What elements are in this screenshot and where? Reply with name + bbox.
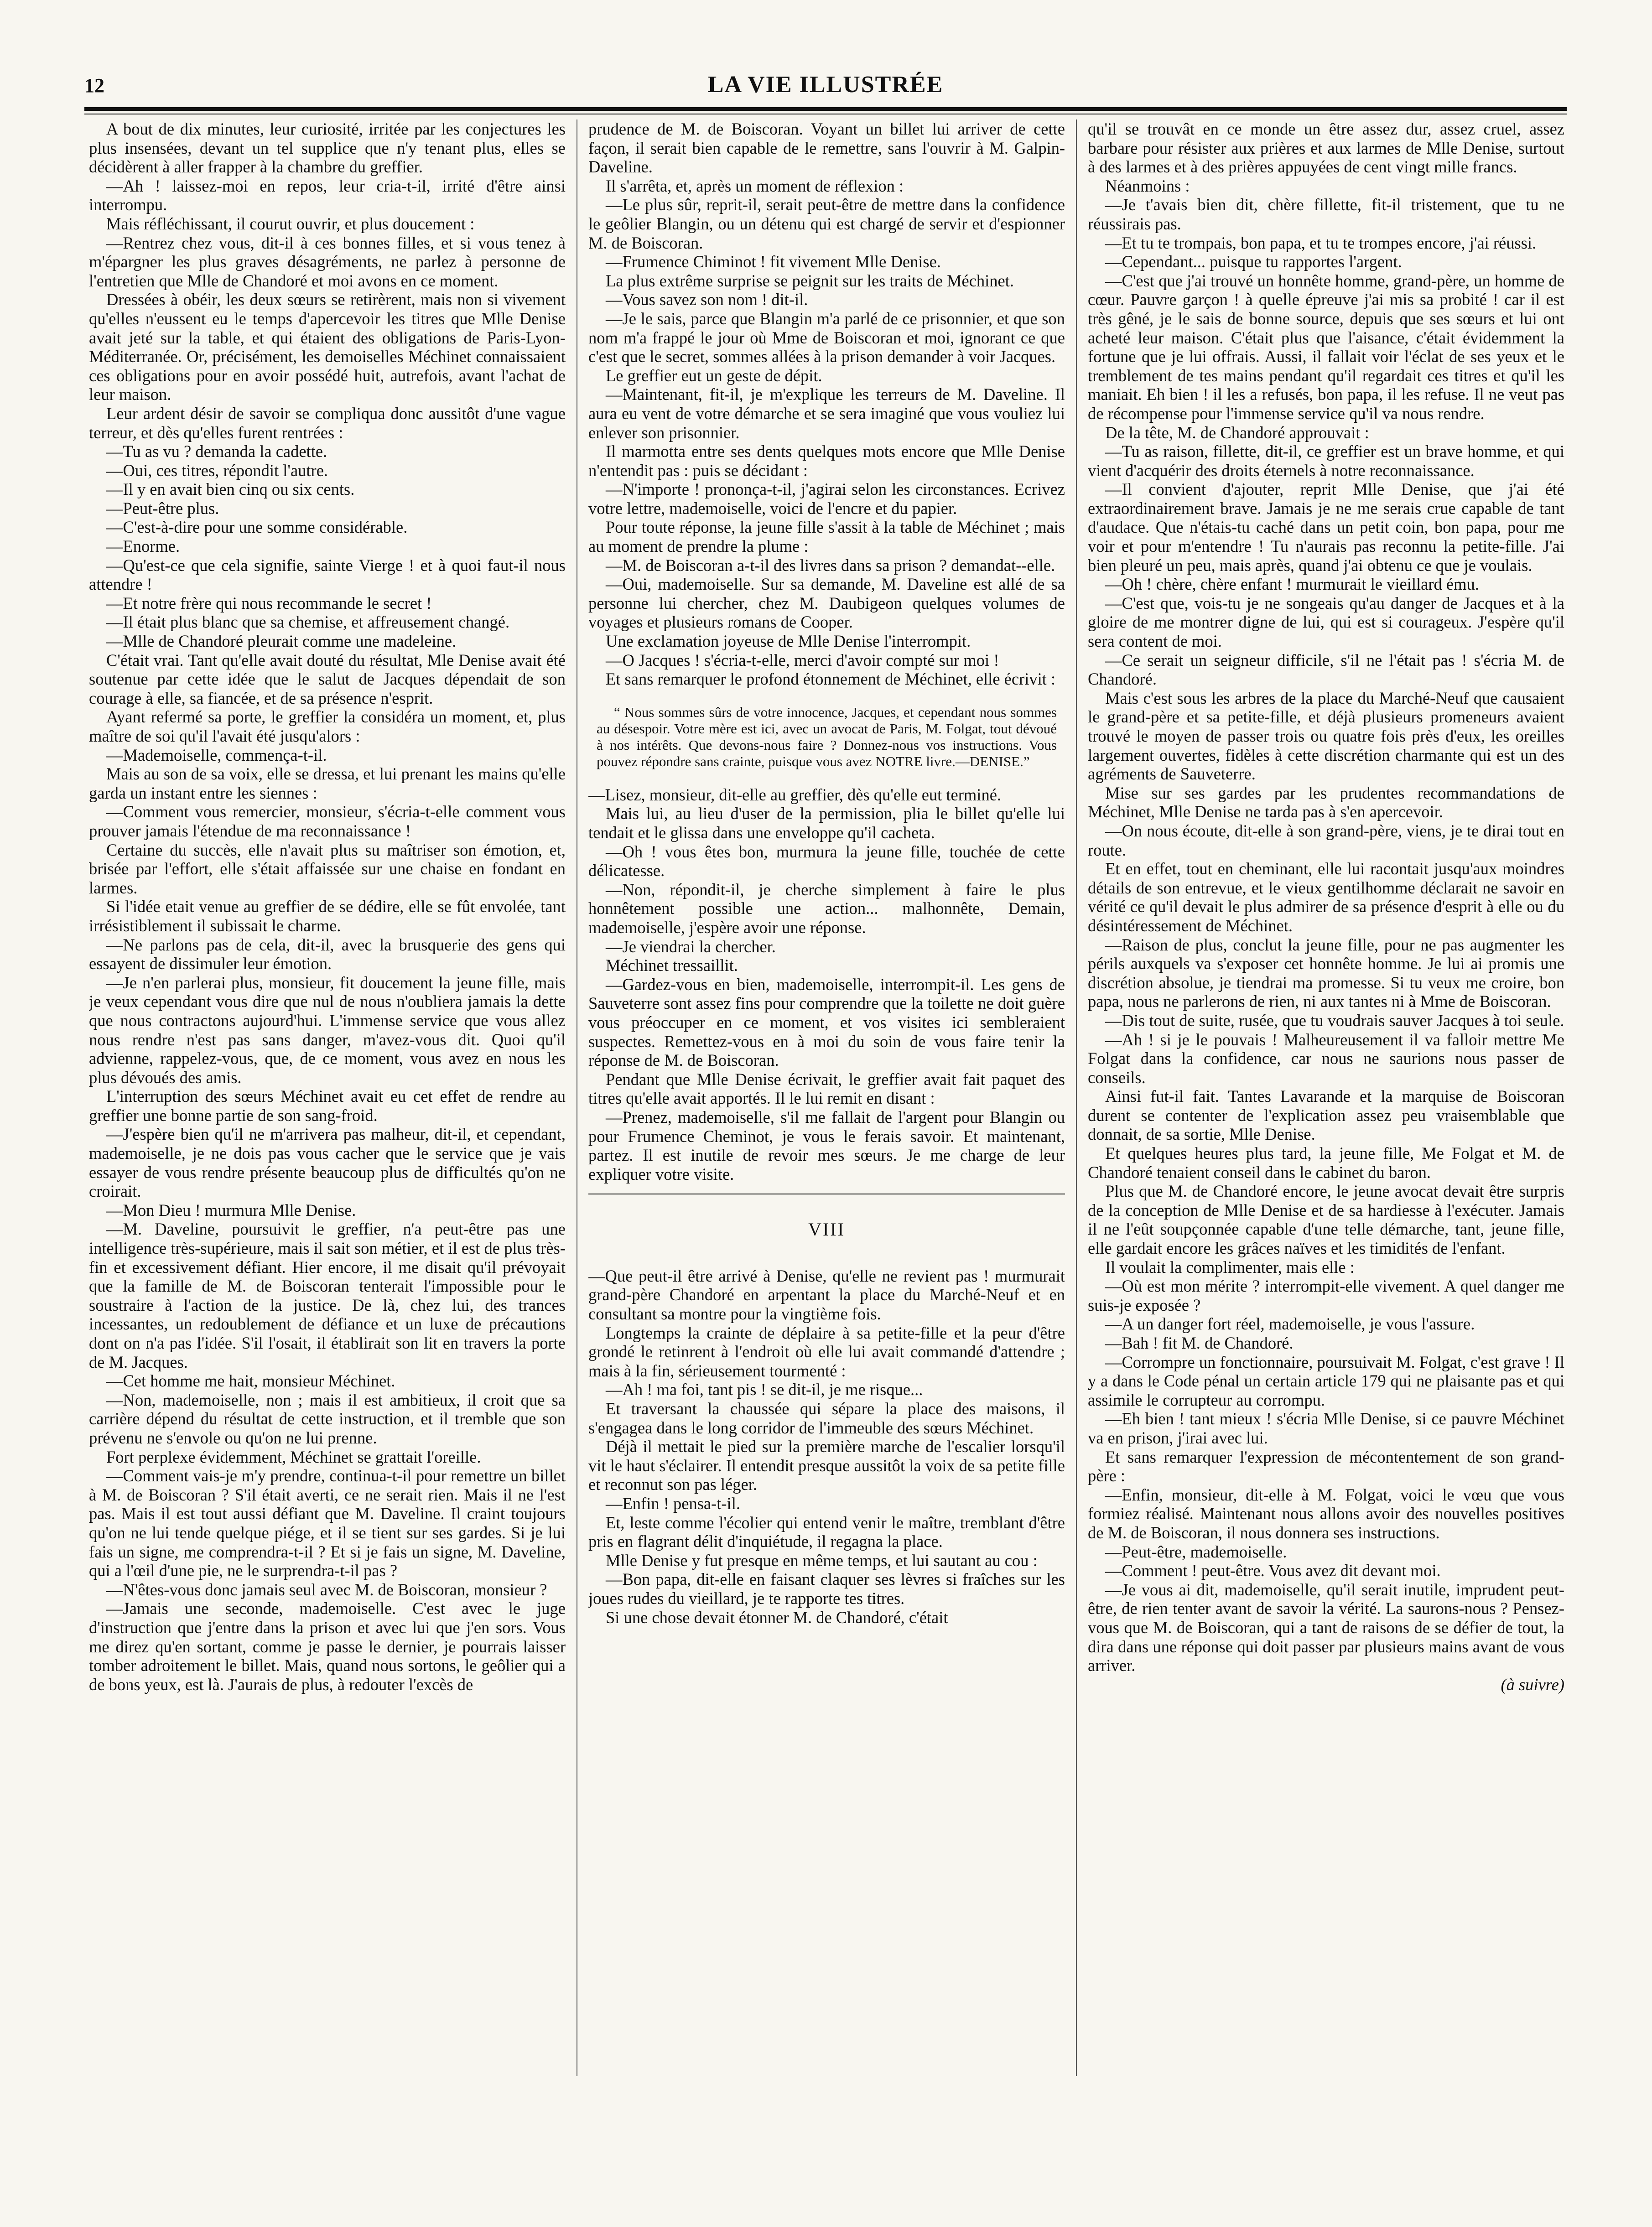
paragraph: —Et tu te trompais, bon papa, et tu te trompes encore, j'ai réussi. bbox=[1105, 233, 1537, 252]
paragraph: Méchinet tressaillit. bbox=[606, 956, 738, 975]
column-divider bbox=[1076, 119, 1077, 2076]
paragraph: —Comment ! peut-être. Vous avez dit devant moi. bbox=[1105, 1561, 1441, 1580]
paragraph: qu'il se trouvât en ce monde un être assez dur, assez cruel, assez barbare pour résister aux prières et aux larmes de Mlle Denise, surtout à des larmes et à des prières appuyées de cent vingt mille francs. bbox=[1088, 119, 1564, 176]
paragraph: —Je n'en parlerai plus, monsieur, fit doucement la jeune fille, mais je veux cependant vous dire que nul de nous n'oubliera jamais la dette que nous contractons aujourd'hui. L'immense service que vous allez nous rendre n'est pas sans danger, m'avez-vous dit. Quoi qu'il advienne, rappelez-vous, que, de ce moment, vous avez en nous les plus dévoués des amis. bbox=[89, 973, 566, 1087]
paragraph: Si l'idée etait venue au greffier de se dédire, elle se fût envolée, tant irrésistiblement il subissait le charme. bbox=[89, 897, 566, 935]
column-2-text-part bbox=[588, 785, 1065, 1184]
header-rule-thick bbox=[84, 107, 1567, 111]
paragraph: —Ah ! si je le pouvais ! Malheureusement il va falloir mettre Me Folgat dans la confidence, car nous ne saurions nous passer de conseils. bbox=[1088, 1030, 1564, 1087]
paragraph: Et sans remarquer l'expression de mécontentement de son grand-père : bbox=[1088, 1447, 1564, 1485]
paragraph: —Le plus sûr, reprit-il, serait peut-être de mettre dans la confidence le geôlier Blangin, ou un détenu qui est chargé de servir et d'espionner M. de Boiscoran. bbox=[588, 195, 1065, 252]
paragraph: Mais c'est sous les arbres de la place du Marché-Neuf que causaient le grand-père et sa petite-fille, et déjà plusieurs promeneurs avaient trouvé le moyen de passer trois ou quatre fois près d'eux, les oreilles largement ouvertes, fidèles à cette discrétion charmante qui est un des agréments de Sauveterre. bbox=[1088, 688, 1564, 784]
paragraph: —Je t'avais bien dit, chère fillette, fit-il tristement, que tu ne réussirais pas. bbox=[1088, 195, 1564, 233]
paragraph: —Enfin, monsieur, dit-elle à M. Folgat, voici le vœu que vous formiez réalisé. Maintenant nous allons avoir des nouvelles positives de M. de Boiscoran, il nous donnera ses instructions. bbox=[1088, 1485, 1564, 1542]
paragraph: —Je viendrai la chercher. bbox=[606, 937, 776, 956]
masthead-title: LA VIE ILLUSTRÉE bbox=[707, 72, 944, 98]
paragraph: Et quelques heures plus tard, la jeune fille, Me Folgat et M. de Chandoré tenaient conseil dans le cabinet du baron. bbox=[1088, 1144, 1564, 1182]
paragraph: Et, leste comme l'écolier qui entend venir le maître, tremblant d'être pris en flagrant délit d'inquiétude, il regagna la place. bbox=[588, 1513, 1065, 1551]
paragraph: Si une chose devait étonner M. de Chandoré, c'était bbox=[606, 1608, 948, 1627]
paragraph: —Bah ! fit M. de Chandoré. bbox=[1105, 1334, 1294, 1352]
paragraph: —Corrompre un fonctionnaire, poursuivait M. Folgat, c'est grave ! Il y a dans le Code pénal un certain article 179 qui ne plaisante pas et qui assimile le corrupteur au corrompu. bbox=[1088, 1352, 1564, 1409]
text-column-2 bbox=[588, 119, 1065, 2081]
paragraph: —Qu'est-ce que cela signifie, sainte Vierge ! et à quoi faut-il nous attendre ! bbox=[89, 555, 566, 594]
paragraph: Mais réfléchissant, il courut ouvrir, et plus doucement : bbox=[106, 214, 475, 233]
paragraph: —C'est que, vois-tu je ne songeais qu'au danger de Jacques et à la gloire de me montrer digne de lui, qui est si courageux. J'espère qu'il sera content de moi. bbox=[1088, 593, 1564, 651]
paragraph: —Comment vous remercier, monsieur, s'écria-t-elle comment vous prouver jamais l'étendue de ma reconnaissance ! bbox=[89, 802, 566, 840]
paragraph: Plus que M. de Chandoré encore, le jeune avocat devait être surpris de la conception de Mlle Denise et de sa hardiesse à l'exécuter. Jamais il ne l'eût soupçonnée capable d'une telle démarche, tant, jeune fille, elle gardait encore les grâces naïves et les timidités de l'enfant. bbox=[1088, 1182, 1564, 1258]
paragraph: —J'espère bien qu'il ne m'arrivera pas malheur, dit-il, et cependant, mademoiselle, je ne dois pas vous cacher que le service que je vais essayer de vous rendre présente beaucoup plus de difficultés qu'on ne croirait. bbox=[89, 1125, 566, 1201]
paragraph: —Enfin ! pensa-t-il. bbox=[606, 1494, 740, 1513]
paragraph: —Il était plus blanc que sa chemise, et affreusement changé. bbox=[106, 613, 510, 632]
paragraph: Mlle Denise y fut presque en même temps, et lui sautant au cou : bbox=[606, 1551, 1038, 1570]
paragraph: —Il y en avait bien cinq ou six cents. bbox=[106, 480, 355, 499]
paragraph: Dressées à obéir, les deux sœurs se retirèrent, mais non si vivement qu'elles n'eussent eu le temps d'apercevoir les titres que Mlle Denise avait jeté sur la table, et qui étaient des obligations de Paris-Lyon-Méditerranée. Or, précisément, les demoiselles Méchinet connaissaient ces obligations pour en avoir possédé huit, autrefois, avant l'achat de leur maison. bbox=[89, 290, 566, 404]
paragraph: —Non, répondit-il, je cherche simplement à faire le plus honnêtement possible une action... malhonnête, Demain, mademoiselle, j'espère avoir une réponse. bbox=[588, 880, 1065, 937]
text-column-1 bbox=[89, 119, 566, 2081]
paragraph: —N'êtes-vous donc jamais seul avec M. de Boiscoran, monsieur ? bbox=[106, 1580, 547, 1599]
paragraph: —Tu as vu ? demanda la cadette. bbox=[106, 442, 327, 461]
to-be-continued-note: (à suivre) bbox=[1501, 1675, 1564, 1694]
paragraph: —Il convient d'ajouter, reprit Mlle Denise, que j'ai été extraordinairement brave. Jamais je ne me serais crue capable de tant d'audace. Que n'étais-tu caché dans un petit coin, bon papa, pour me voir et pour m'entendre ! Tu n'aurais pas reconnu la petite-fille. J'ai bien pleuré un peu, mais après, quand j'ai obtenu ce que je voulais. bbox=[1088, 480, 1564, 575]
page-number: 12 bbox=[84, 74, 104, 97]
paragraph: Une exclamation joyeuse de Mlle Denise l'interrompit. bbox=[606, 632, 971, 651]
paragraph: —Tu as raison, fillette, dit-il, ce greffier est un brave homme, et qui vient d'acquérir des droits éternels à notre reconnaissance. bbox=[1088, 442, 1564, 480]
paragraph: —Non, mademoiselle, non ; mais il est ambitieux, il croit que sa carrière dépend du résultat de cette instruction, et il tremble que son prévenu ne s'envole ou qu'on ne lui prenne. bbox=[89, 1390, 566, 1447]
paragraph: —C'est-à-dire pour une somme considérable. bbox=[106, 518, 408, 537]
paragraph: —Rentrez chez vous, dit-il à ces bonnes filles, et si vous tenez à m'épargner les plus graves désagréments, ne parlez à personne de l'entretien que Mlle de Chandoré et moi avons en ce moment. bbox=[89, 233, 566, 290]
paragraph: —Comment vais-je m'y prendre, continua-t-il pour remettre un billet à M. de Boiscoran ? S'il était averti, ce ne serait rien. Mais il ne l'est pas. Mais il est tout aussi défiant que M. Daveline. Il craint toujours qu'on ne lui tende quelque piége, et il se tient sur ses gardes. Si je lui fais un signe, me comprendra-t-il ? Et si je fais un signe, M. Daveline, qui a l'œil d'une pie, ne le surprendra-t-il pas ? bbox=[89, 1466, 566, 1580]
paragraph: —Prenez, mademoiselle, s'il me fallait de l'argent pour Blangin ou pour Frumence Cheminot, je vous le ferais savoir. Et maintenant, partez. Il est inutile de revoir mes sœurs. Je me charge de leur expliquer votre visite. bbox=[588, 1107, 1065, 1184]
paragraph: —A un danger fort réel, mademoiselle, je vous l'assure. bbox=[1105, 1314, 1475, 1334]
text-column-3 bbox=[1088, 119, 1564, 2081]
paragraph: Certaine du succès, elle n'avait plus su maîtriser son émotion, et, brisée par l'effort, elle s'était affaissée sur une chaise en fondant en larmes. bbox=[89, 840, 566, 897]
paragraph: Mais au son de sa voix, elle se dressa, et lui prenant les mains qu'elle garda un instant entre les siennes : bbox=[89, 764, 566, 802]
paragraph: —Cependant... puisque tu rapportes l'argent. bbox=[1105, 252, 1402, 271]
paragraph: —Eh bien ! tant mieux ! s'écria Mlle Denise, si ce pauvre Méchinet va en prison, j'irai avec lui. bbox=[1088, 1409, 1564, 1447]
paragraph: Mise sur ses gardes par les prudentes recommandations de Méchinet, Mlle Denise ne tarda pas à s'en apercevoir. bbox=[1088, 783, 1564, 821]
page-header bbox=[84, 68, 1567, 100]
paragraph: —Enorme. bbox=[106, 537, 180, 556]
paragraph: Il voulait la complimenter, mais elle : bbox=[1105, 1257, 1355, 1277]
paragraph: —Frumence Chiminot ! fit vivement Mlle Denise. bbox=[606, 252, 941, 271]
paragraph: —Oh ! vous êtes bon, murmura la jeune fille, touchée de cette délicatesse. bbox=[588, 842, 1065, 880]
paragraph: L'interruption des sœurs Méchinet avait eu cet effet de rendre au greffier une bonne partie de son sang-froid. bbox=[89, 1087, 566, 1125]
paragraph: —Mlle de Chandoré pleurait comme une madeleine. bbox=[106, 632, 457, 651]
paragraph: —Mon Dieu ! murmura Mlle Denise. bbox=[106, 1200, 356, 1220]
column-2-text-part bbox=[588, 119, 1065, 689]
paragraph: —Je vous ai dit, mademoiselle, qu'il serait inutile, imprudent peut-être, de rien tenter avant de savoir la vérité. La saurons-nous ? Pensez-vous que M. de Boiscoran, qui a tant de raisons de se défier de tout, la dira dans une réponse qui doit passer par plusieurs mains avant de vous arriver. bbox=[1088, 1580, 1564, 1675]
column-3-text bbox=[1088, 119, 1564, 1675]
paragraph: Mais lui, au lieu d'user de la permission, plia le billet qu'elle lui tendait et le glissa dans une enveloppe qu'il cacheta. bbox=[588, 804, 1065, 842]
paragraph: —Maintenant, fit-il, je m'explique les terreurs de M. Daveline. Il aura eu vent de votre démarche et se sera imaginé que vous vouliez lui enlever son prisonnier. bbox=[588, 385, 1065, 442]
paragraph: —On nous écoute, dit-elle à son grand-père, viens, je te dirai tout en route. bbox=[1088, 821, 1564, 859]
quoted-letter: “ Nous sommes sûrs de votre innocence, Jacques, et cependant nous sommes au désespoir. Votre mère est ici, avec un avocat de Paris, M. Folgat, tout dévoué à nos intérêts. Que devons-nous faire ? Donnez-nous vos instructions. Vous pouvez répondre sans crainte, puisque vous avez NOTRE livre.—DENISE.” bbox=[597, 704, 1057, 769]
paragraph: Il s'arrêta, et, après un moment de réflexion : bbox=[606, 176, 904, 195]
paragraph: —Mademoiselle, commença-t-il. bbox=[106, 745, 327, 764]
paragraph: —C'est que j'ai trouvé un honnête homme, grand-père, un homme de cœur. Pauvre garçon ! à quelle épreuve j'ai mis sa probité ! car il est très gêné, je le sais de bonne source, depuis que ses sœurs et lui ont acheté leur maison. C'était plus que l'aisance, c'était évidemment la fortune que je lui offrais. Aussi, il fallait voir l'éclat de ses yeux et le tremblement de tes mains pendant qu'il regardait ces titres et qu'il les maniait. Eh bien ! il les a refusés, bon papa, il les refuse. Il ne veut pas de récompense pour l'immense service qu'il va nous rendre. bbox=[1088, 271, 1564, 423]
paragraph: Ayant refermé sa porte, le greffier la considéra un moment, et, plus maître de soi qu'il l'avait été jusqu'alors : bbox=[89, 707, 566, 745]
paragraph: Et sans remarquer le profond étonnement de Méchinet, elle écrivit : bbox=[606, 670, 1056, 689]
paragraph: Longtemps la crainte de déplaire à sa petite-fille et la peur d'être grondé le retinrent à l'endroit où elle lui avait commandé d'attendre ; mais à la fin, sérieusement tourmenté : bbox=[588, 1323, 1065, 1380]
paragraph: —Gardez-vous en bien, mademoiselle, interrompit-il. Les gens de Sauveterre sont assez fins pour comprendre que la toilette ne doit guère vous préoccuper en ce moment, et vos visites ici sembleraient suspectes. Remettez-vous en à moi du soin de vous faire tenir la réponse de M. de Boiscoran. bbox=[588, 975, 1065, 1070]
chapter-heading: VIII bbox=[808, 1219, 845, 1240]
paragraph: Fort perplexe évidemment, Méchinet se grattait l'oreille. bbox=[106, 1447, 481, 1466]
paragraph: —Raison de plus, conclut la jeune fille, pour ne pas augmenter les périls auxquels va s'exposer cet honnête homme. Je lui ai promis une discrétion absolue, je tiendrai ma promesse. Si tu veux me croire, bon papa, nous ne parlerons de rien, ni aux tantes ni à Mme de Boiscoran. bbox=[1088, 935, 1564, 1011]
paragraph: —Ne parlons pas de cela, dit-il, avec la brusquerie des gens qui essayent de dissimuler leur émotion. bbox=[89, 935, 566, 973]
paragraph: De la tête, M. de Chandoré approuvait : bbox=[1105, 423, 1369, 442]
paragraph: —Peut-être, mademoiselle. bbox=[1105, 1542, 1287, 1561]
paragraph: —M. de Boiscoran a-t-il des livres dans sa prison ? demandat--elle. bbox=[606, 555, 1055, 575]
paragraph: Néanmoins : bbox=[1105, 176, 1190, 195]
paragraph: —Cet homme me hait, monsieur Méchinet. bbox=[106, 1371, 395, 1391]
paragraph: —Ah ! laissez-moi en repos, leur cria-t-il, irrité d'être ainsi interrompu. bbox=[89, 176, 566, 214]
paragraph: Et traversant la chaussée qui sépare la place des maisons, il s'engagea dans le long corridor de l'immeuble des sœurs Méchinet. bbox=[588, 1399, 1065, 1437]
paragraph: —Où est mon mérite ? interrompit-elle vivement. A quel danger me suis-je exposée ? bbox=[1088, 1277, 1564, 1314]
paragraph: Pendant que Mlle Denise écrivait, le greffier avait fait paquet des titres qu'elle avait apportés. Il le lui remit en disant : bbox=[588, 1069, 1065, 1108]
paragraph: —Jamais une seconde, mademoiselle. C'est avec le juge d'instruction que j'entre dans la prison et avec lui que j'en sors. Vous me direz qu'en sortant, comme je passe le dernier, je pourrais laisser tomber adroitement le billet. Mais, quand nous sortons, le geôlier qui a de bons yeux, est là. J'aurais de plus, à redouter l'excès de bbox=[89, 1599, 566, 1694]
paragraph: —Vous savez son nom ! dit-il. bbox=[606, 290, 808, 309]
paragraph: A bout de dix minutes, leur curiosité, irritée par les conjectures les plus insensées, devant un tel supplice que n'y tenant plus, elles se décidèrent à aller frapper à la chambre du greffier. bbox=[89, 119, 566, 176]
paragraph: —Je le sais, parce que Blangin m'a parlé de ce prisonnier, et que son nom m'a frappé le jour où Mme de Boiscoran et moi, ignorant ce que c'est que le secret, sommes allées à la prison demander à voir Jacques. bbox=[588, 309, 1065, 366]
paragraph: —Oh ! chère, chère enfant ! murmurait le vieillard ému. bbox=[1105, 575, 1479, 594]
paragraph: —Oui, mademoiselle. Sur sa demande, M. Daveline est allé de sa personne lui chercher, chez M. Daubigeon quelques volumes de voyages et plusieurs romans de Cooper. bbox=[588, 575, 1065, 632]
paragraph: —Ah ! ma foi, tant pis ! se dit-il, je me risque... bbox=[606, 1380, 923, 1399]
paragraph: —N'importe ! prononça-t-il, j'agirai selon les circonstances. Ecrivez votre lettre, mademoiselle, voici de l'encre et du papier. bbox=[588, 480, 1065, 518]
paragraph: prudence de M. de Boiscoran. Voyant un billet lui arriver de cette façon, il serait bien capable de le remettre, sans l'ouvrir à M. Galpin-Daveline. bbox=[588, 119, 1065, 176]
paragraph: Il marmotta entre ses dents quelques mots encore que Mlle Denise n'entendit pas : puis se décidant : bbox=[588, 442, 1065, 480]
paragraph: —Peut-être plus. bbox=[106, 498, 219, 518]
paragraph: Leur ardent désir de savoir se compliqua donc aussitôt d'une vague terreur, et dès qu'elles furent rentrées : bbox=[89, 404, 566, 442]
paragraph: Déjà il mettait le pied sur la première marche de l'escalier lorsqu'il vit le haut s'éclairer. Il entendit presque aussitôt la voix de sa petite fille et reconnut son pas léger. bbox=[588, 1437, 1065, 1494]
paragraph: C'était vrai. Tant qu'elle avait douté du résultat, Mle Denise avait été soutenue par cette idée que le salut de Jacques dépendait de son courage à elle, sa fiancée, et de sa présence n'esprit. bbox=[89, 650, 566, 707]
paragraph: —M. Daveline, poursuivit le greffier, n'a peut-être pas une intelligence très-supérieure, mais il sait son métier, et il est de plus très-fin et excessivement défiant. Hier encore, il me disait qu'il prévoyait que la famille de M. de Boiscoran tenterait l'impossible pour le soustraire à l'action de la justice. De là, chez lui, des trances incessantes, un redoublement de défiance et un luxe de précautions dont on n'a pas l'idée. S'il l'osait, il établirait son lit en travers la porte de M. Jacques. bbox=[89, 1220, 566, 1371]
paragraph: Le greffier eut un geste de dépit. bbox=[606, 366, 822, 385]
paragraph: —Dis tout de suite, rusée, que tu voudrais sauver Jacques à toi seule. bbox=[1105, 1011, 1564, 1030]
paragraph: —Et notre frère qui nous recommande le secret ! bbox=[106, 593, 432, 613]
paragraph: —Lisez, monsieur, dit-elle au greffier, dès qu'elle eut terminé. bbox=[588, 785, 1002, 804]
paragraph: Et en effet, tout en cheminant, elle lui racontait jusqu'aux moindres détails de son entrevue, et le vieux gentilhomme déclarait ne savoir en vérité ce qu'il devait le plus admirer de sa présence d'esprit à elle ou du désintéressement de Méchinet. bbox=[1088, 859, 1564, 935]
paragraph: —Que peut-il être arrivé à Denise, qu'elle ne revient pas ! murmurait grand-père Chandoré en arpentant la place du Marché-Neuf et en consultant sa montre pour la vingtième fois. bbox=[588, 1266, 1065, 1324]
paragraph: Pour toute réponse, la jeune fille s'assit à la table de Méchinet ; mais au moment de prendre la plume : bbox=[588, 518, 1065, 556]
paragraph: —Ce serait un seigneur difficile, s'il ne l'était pas ! s'écria M. de Chandoré. bbox=[1088, 650, 1564, 689]
column-2-text-part bbox=[588, 1267, 1065, 1627]
paragraph: Ainsi fut-il fait. Tantes Lavarande et la marquise de Boiscoran durent se contenter de l'explication assez peu vraisemblable que donnait, de sa sortie, Mlle Denise. bbox=[1088, 1087, 1564, 1144]
paragraph: —Bon papa, dit-elle en faisant claquer ses lèvres si fraîches sur les joues rudes du vieillard, je te rapporte tes titres. bbox=[588, 1570, 1065, 1608]
paragraph: —O Jacques ! s'écria-t-elle, merci d'avoir compté sur moi ! bbox=[606, 650, 999, 670]
paragraph: La plus extrême surprise se peignit sur les traits de Méchinet. bbox=[606, 271, 1014, 290]
paragraph: —Oui, ces titres, répondit l'autre. bbox=[106, 461, 328, 480]
